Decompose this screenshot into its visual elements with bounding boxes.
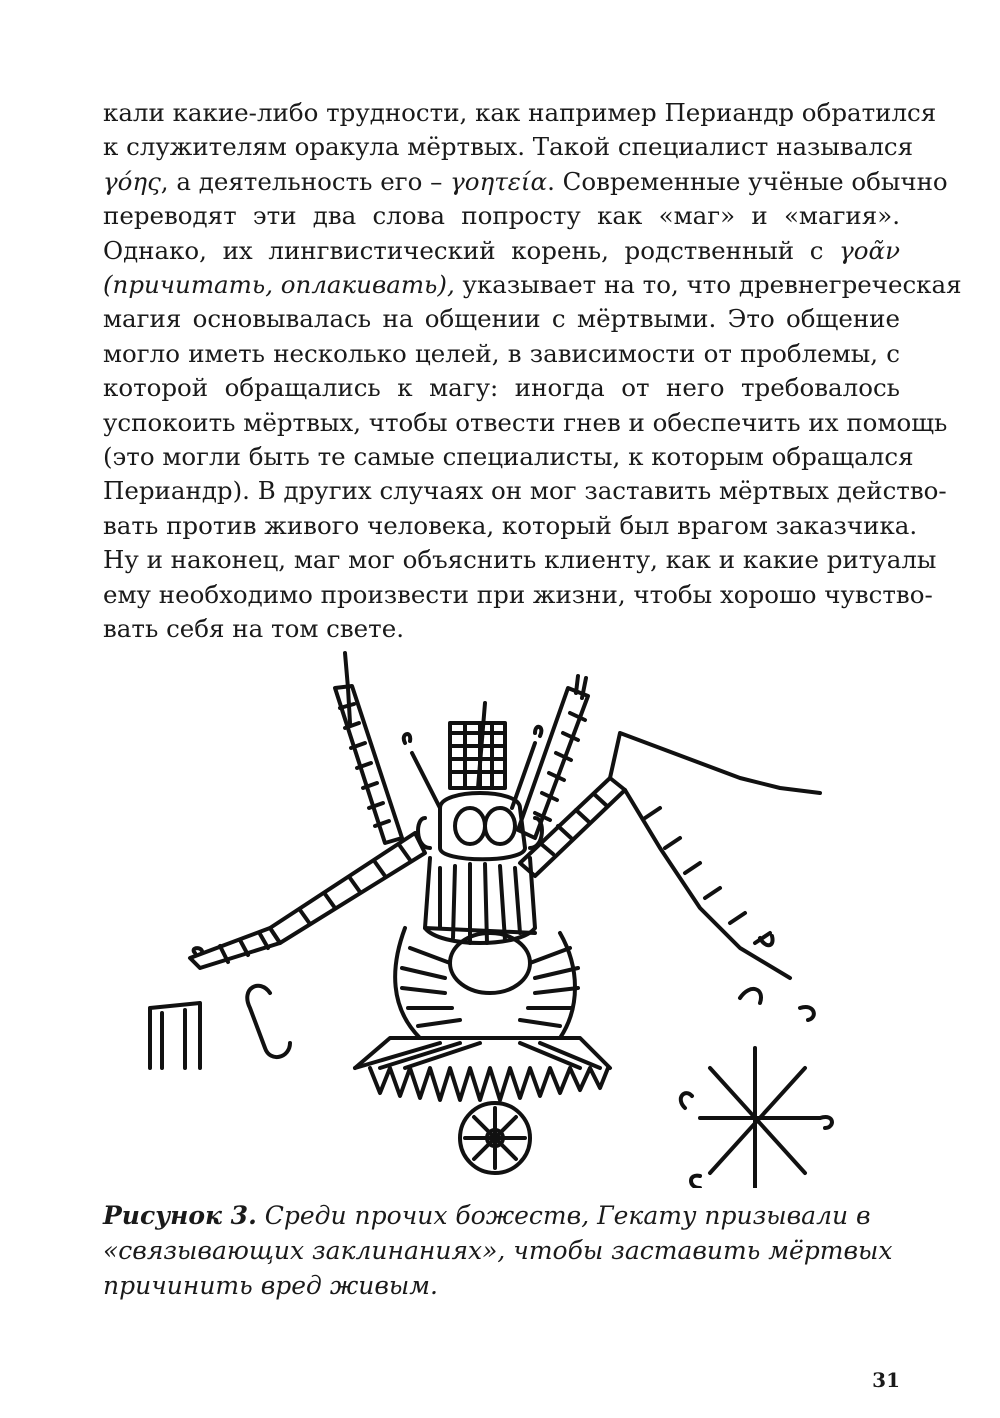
hecate-drawing-figure — [140, 648, 860, 1188]
body-line: которой обращались к магу: иногда от него требовалось — [103, 373, 900, 403]
page-number: 31 — [872, 1368, 900, 1392]
body-line: кали какие-либо трудности, как например Периандр обратился — [103, 98, 937, 127]
body-line — [103, 268, 962, 302]
greek-term: γοᾶν — [839, 235, 900, 265]
greek-term: γόης — [103, 166, 161, 196]
body-line: вать против живого человека, который был врагом заказчика. — [103, 510, 918, 540]
body-line: могло иметь несколько целей, в зависимости от проблемы, с — [103, 338, 900, 368]
body-line: к служителям оракула мёртвых. Такой специалист назывался — [103, 132, 914, 162]
figure-caption — [103, 1198, 903, 1303]
body-line — [103, 165, 948, 199]
body-line: вать себя на том свете. — [103, 614, 405, 644]
body-line: Периандр). В других случаях он мог заставить мёртвых действо- — [103, 476, 947, 506]
body-fragment: Однако, их лингвистический корень, родственный с — [103, 235, 840, 265]
caption-line-3: причинить вред живым. — [103, 1271, 438, 1300]
caption-line-2: «связывающих заклинаниях», чтобы заставить мёртвых — [103, 1236, 893, 1265]
body-line: (это могли быть те самые специалисты, к которым обращался — [103, 442, 914, 472]
body-line: переводят эти два слова попросту как «маг» и «магия». — [103, 201, 900, 231]
body-fragment: . Современные учёные обычно — [547, 166, 948, 196]
body-line — [103, 234, 900, 268]
body-line: ему необходимо произвести при жизни, чтобы хорошо чувство- — [103, 579, 933, 609]
body-fragment: указывает на то, что древнегреческая — [454, 270, 962, 300]
body-line: магия основывалась на общении с мёртвыми. Это общение — [103, 304, 900, 334]
body-line: успокоить мёртвых, чтобы отвести гнев и обеспечить их помощь — [103, 407, 948, 437]
greek-term: (причитать, оплакивать), — [103, 270, 455, 300]
greek-term: γοητεία — [450, 166, 548, 196]
body-line: Ну и наконец, маг мог объяснить клиенту, как и какие ритуалы — [103, 545, 937, 575]
figure-label: Рисунок 3. — [103, 1201, 257, 1230]
caption-text: Среди прочих божеств, Гекату призывали в — [264, 1201, 871, 1230]
caption-line-1 — [103, 1198, 903, 1233]
body-fragment: , а деятельность его – — [160, 166, 451, 196]
body-text — [103, 96, 962, 647]
